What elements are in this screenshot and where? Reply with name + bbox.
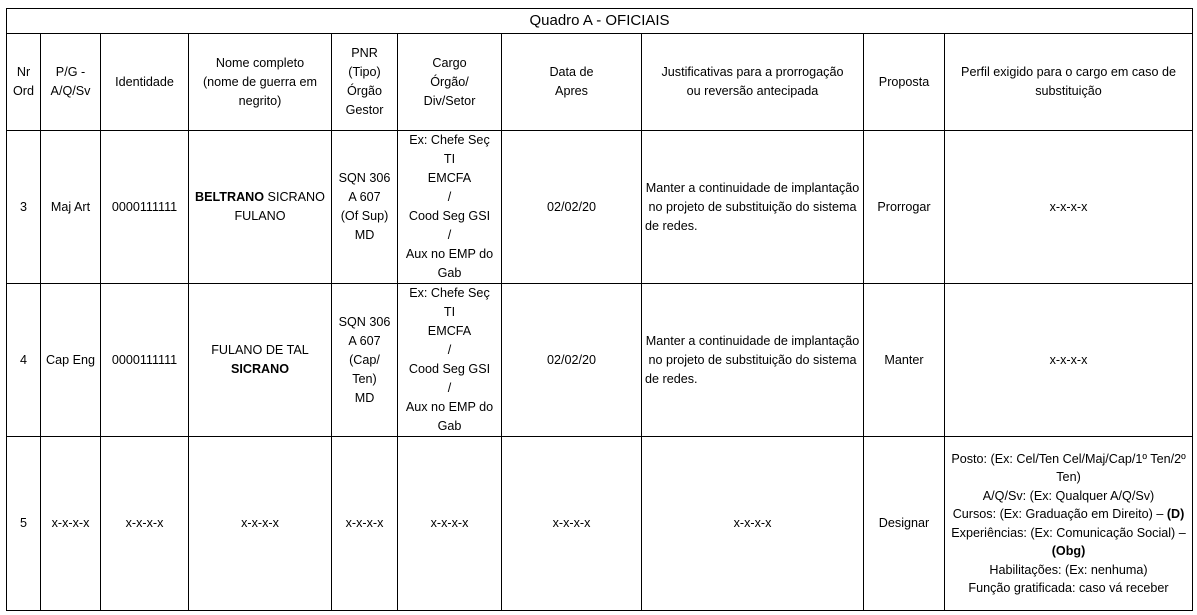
cell-perfil: x-x-x-x xyxy=(945,131,1193,284)
cell-pg: Cap Eng xyxy=(41,284,101,437)
title-row xyxy=(7,9,1193,34)
cell-nr: 3 xyxy=(7,131,41,284)
cell-identidade: 0000111111 xyxy=(101,284,189,437)
cell-data: 02/02/20 xyxy=(502,131,642,284)
cell-pnr: x-x-x-x xyxy=(332,437,398,611)
header-identidade: Identidade xyxy=(101,34,189,131)
cell-perfil: x-x-x-x xyxy=(945,284,1193,437)
table-row xyxy=(7,284,1193,437)
cell-pnr: SQN 306 A 607 (Cap/ Ten) MD xyxy=(332,284,398,437)
header-pg: P/G - A/Q/Sv xyxy=(41,34,101,131)
cell-pg: Maj Art xyxy=(41,131,101,284)
quadro-a-table xyxy=(6,8,1193,611)
cell-identidade: 0000111111 xyxy=(101,131,189,284)
header-nr-ord: Nr Ord xyxy=(7,34,41,131)
perfil-posto: Posto: (Ex: Cel/Ten Cel/Maj/Cap/1º Ten/2º Ten) xyxy=(951,451,1186,484)
header-data: Data de Apres xyxy=(502,34,642,131)
cell-nr: 5 xyxy=(7,437,41,611)
perfil-aqsv: A/Q/Sv: (Ex: Qualquer A/Q/Sv) xyxy=(982,488,1155,503)
cell-pg: x-x-x-x xyxy=(41,437,101,611)
header-justificativas: Justificativas para a prorrogação ou reversão antecipada xyxy=(642,34,864,131)
cell-data: 02/02/20 xyxy=(502,284,642,437)
nome-rest: FULANO DE TAL xyxy=(211,343,309,357)
cell-cargo: Ex: Chefe Seç TI EMCFA / Cood Seg GSI / Aux no EMP do Gab xyxy=(398,284,502,437)
cell-nome xyxy=(189,284,332,437)
cell-proposta: Designar xyxy=(864,437,945,611)
cell-proposta: Prorrogar xyxy=(864,131,945,284)
cell-justificativa: Manter a continuidade de implantação no projeto de substituição do sistema de redes. xyxy=(642,284,864,437)
table-row xyxy=(7,437,1193,611)
header-nome: Nome completo (nome de guerra em negrito) xyxy=(189,34,332,131)
perfil-cursos: Cursos: (Ex: Graduação em Direito) – (D) xyxy=(952,507,1185,521)
nome-guerra: SICRANO xyxy=(230,362,290,376)
cell-cargo: x-x-x-x xyxy=(398,437,502,611)
nome-rest: SICRANO FULANO xyxy=(234,190,325,223)
cell-nome xyxy=(189,131,332,284)
cell-cargo: Ex: Chefe Seç TI EMCFA / Cood Seg GSI / Aux no EMP do Gab xyxy=(398,131,502,284)
cell-justificativa: Manter a continuidade de implantação no projeto de substituição do sistema de redes. xyxy=(642,131,864,284)
cell-data: x-x-x-x xyxy=(502,437,642,611)
table-row xyxy=(7,131,1193,284)
cell-nome: x-x-x-x xyxy=(189,437,332,611)
header-cargo: Cargo Órgão/ Div/Setor xyxy=(398,34,502,131)
perfil-habilitacoes: Habilitações: (Ex: nenhuma) xyxy=(989,562,1148,577)
header-proposta: Proposta xyxy=(864,34,945,131)
cell-identidade: x-x-x-x xyxy=(101,437,189,611)
header-perfil: Perfil exigido para o cargo em caso de substituição xyxy=(945,34,1193,131)
cell-nr: 4 xyxy=(7,284,41,437)
header-row xyxy=(7,34,1193,131)
cell-perfil xyxy=(945,437,1193,611)
perfil-experiencias: Experiências: (Ex: Comunicação Social) – (Obg) xyxy=(951,525,1186,558)
cell-proposta: Manter xyxy=(864,284,945,437)
table-title: Quadro A - OFICIAIS xyxy=(7,9,1193,34)
nome-guerra: BELTRANO xyxy=(195,190,265,204)
perfil-funcao: Função gratificada: caso vá receber xyxy=(968,581,1169,595)
header-pnr: PNR (Tipo) Órgão Gestor xyxy=(332,34,398,131)
cell-pnr: SQN 306 A 607 (Of Sup) MD xyxy=(332,131,398,284)
cell-justificativa: x-x-x-x xyxy=(642,437,864,611)
